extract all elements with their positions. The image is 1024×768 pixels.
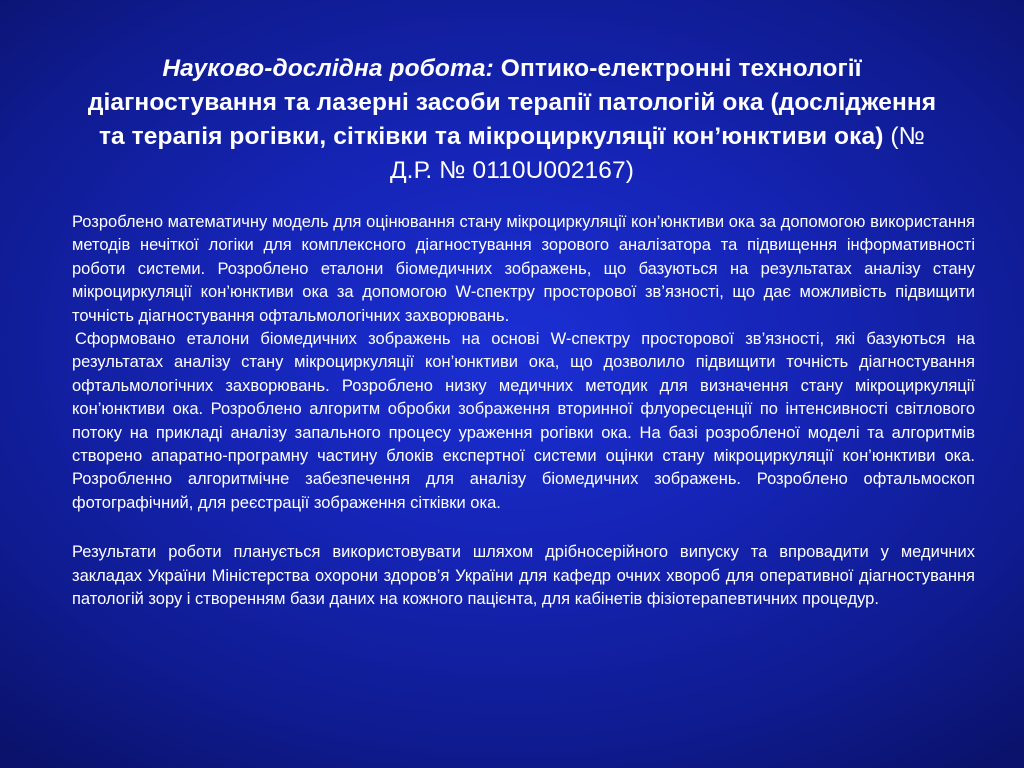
body-paragraph-3: Результати роботи планується використовувати шляхом дрібносерійного випуску та впровадити у медичних закладах України Міністерства охорони здоров’я України для кафедр очних хвороб для оперативної діагностування патологій зору і створенням бази даних на кожного пацієнта, для кабінетів фізіотерапевтичних процедур. [72,543,975,609]
title-registration-number: (№ Д.Р. № 0110U002167) [389,123,926,184]
title-main: Оптико-електронні технології діагностування та лазерні засоби терапії патологій ока (дослідження та терапія рогівки, сітківки та мікроциркуляції кон’юнктиви ока) [87,55,937,150]
slide-title [80,52,944,188]
body-paragraph-2: Сформовано еталони біомедичних зображень на основі W-спектру просторової зв’язності, які базуються на результатах аналізу стану мікроциркуляції кон’юнктиви ока, що дозволило підвищити точність діагностування офтальмологічних захворювань. Розроблено низку медичних методик для визначення стану мікроциркуляції кон’юнктиви ока. Розроблено алгоритм обробки зображення вторинної флуоресценції по інтенсивності світлового потоку на прикладі аналізу запального процесу ураження рогівки ока. На базі розробленої моделі та алгоритмів створено апаратно-програмну частину блоків експертної системи оцінки стану мікроциркуляції кон’юнктиви ока. Розробленно алгоритмічне забезпечення для аналізу біомедичних зображень. Розроблено офтальмоскоп фотографічний, для реєстрації зображення сітківки ока. [72,330,975,512]
slide-body [72,211,975,612]
body-paragraph-1: Розроблено математичну модель для оцінювання стану мікроциркуляції кон’юнктиви ока за допомогою використання методів нечіткої логіки для комплексного діагностування зорового аналізатора та підвищення інформативності роботи системи. Розроблено еталони біомедичних зображень, що базуються на результатах аналізу стану мікроциркуляції кон’юнктиви ока за допомогою W-спектру просторової зв’язності, що дає можливість підвищити точність діагностування офтальмологічних захворювань. [72,213,975,325]
title-lead: Науково-дослідна робота: [162,55,494,82]
